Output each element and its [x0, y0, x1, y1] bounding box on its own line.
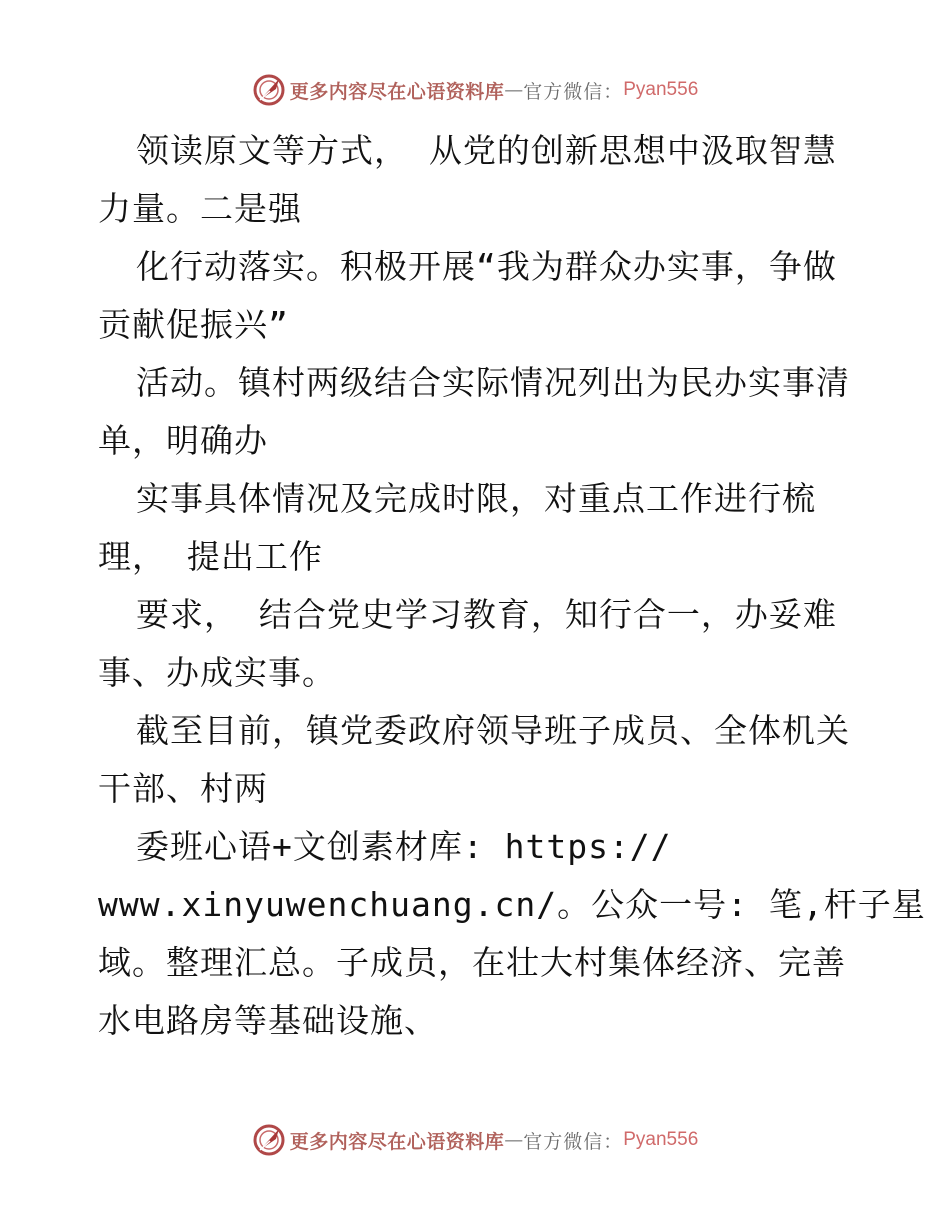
body-line-4: 贡献促振兴”: [98, 305, 289, 344]
body-line-9: 要求， 结合党史学习教育，知行合一，办妥难: [136, 595, 837, 634]
body-line-7: 实事具体情况及完成时限，对重点工作进行梳: [136, 479, 816, 518]
wechat-id: Pyan556: [623, 79, 699, 100]
body-line-6: 单，明确办: [98, 421, 268, 460]
official-wechat-label: 官方微信：: [523, 1130, 624, 1153]
body-line-2: 力量。二是强: [98, 189, 302, 228]
body-line-8: 理， 提出工作: [98, 537, 323, 576]
banner-separator: —: [504, 1129, 524, 1151]
document-body: [98, 122, 926, 1050]
quill-circle-logo-icon: [252, 73, 286, 107]
brand-text: 更多内容尽在心语资料库: [289, 1130, 505, 1153]
official-wechat-label: 官方微信：: [523, 80, 624, 103]
body-line-3: 化行动落实。积极开展“我为群众办实事，争做: [136, 247, 837, 286]
body-line-10: 事、办成实事。: [98, 653, 336, 692]
footer-banner: [0, 1120, 950, 1160]
header-banner: [0, 70, 950, 110]
body-line-1: 领读原文等方式， 从党的创新思想中汲取智慧: [136, 131, 837, 170]
body-line-12: 干部、村两: [98, 769, 268, 808]
body-line-14: www.xinyuwenchuang.cn/。公众一号: 笔,杆子星: [98, 885, 926, 924]
body-line-15: 域。整理汇总。子成员，在壮大村集体经济、完善: [98, 943, 846, 982]
quill-circle-logo-icon: [252, 1123, 286, 1157]
brand-text: 更多内容尽在心语资料库: [289, 80, 505, 103]
wechat-id: Pyan556: [623, 1129, 699, 1150]
banner-separator: —: [504, 79, 524, 101]
body-line-5: 活动。镇村两级结合实际情况列出为民办实事清: [136, 363, 850, 402]
body-line-16: 水电路房等基础设施、: [98, 1001, 438, 1040]
body-line-11: 截至目前，镇党委政府领导班子成员、全体机关: [136, 711, 850, 750]
body-line-13: 委班心语+文创素材库: https://: [136, 827, 672, 866]
